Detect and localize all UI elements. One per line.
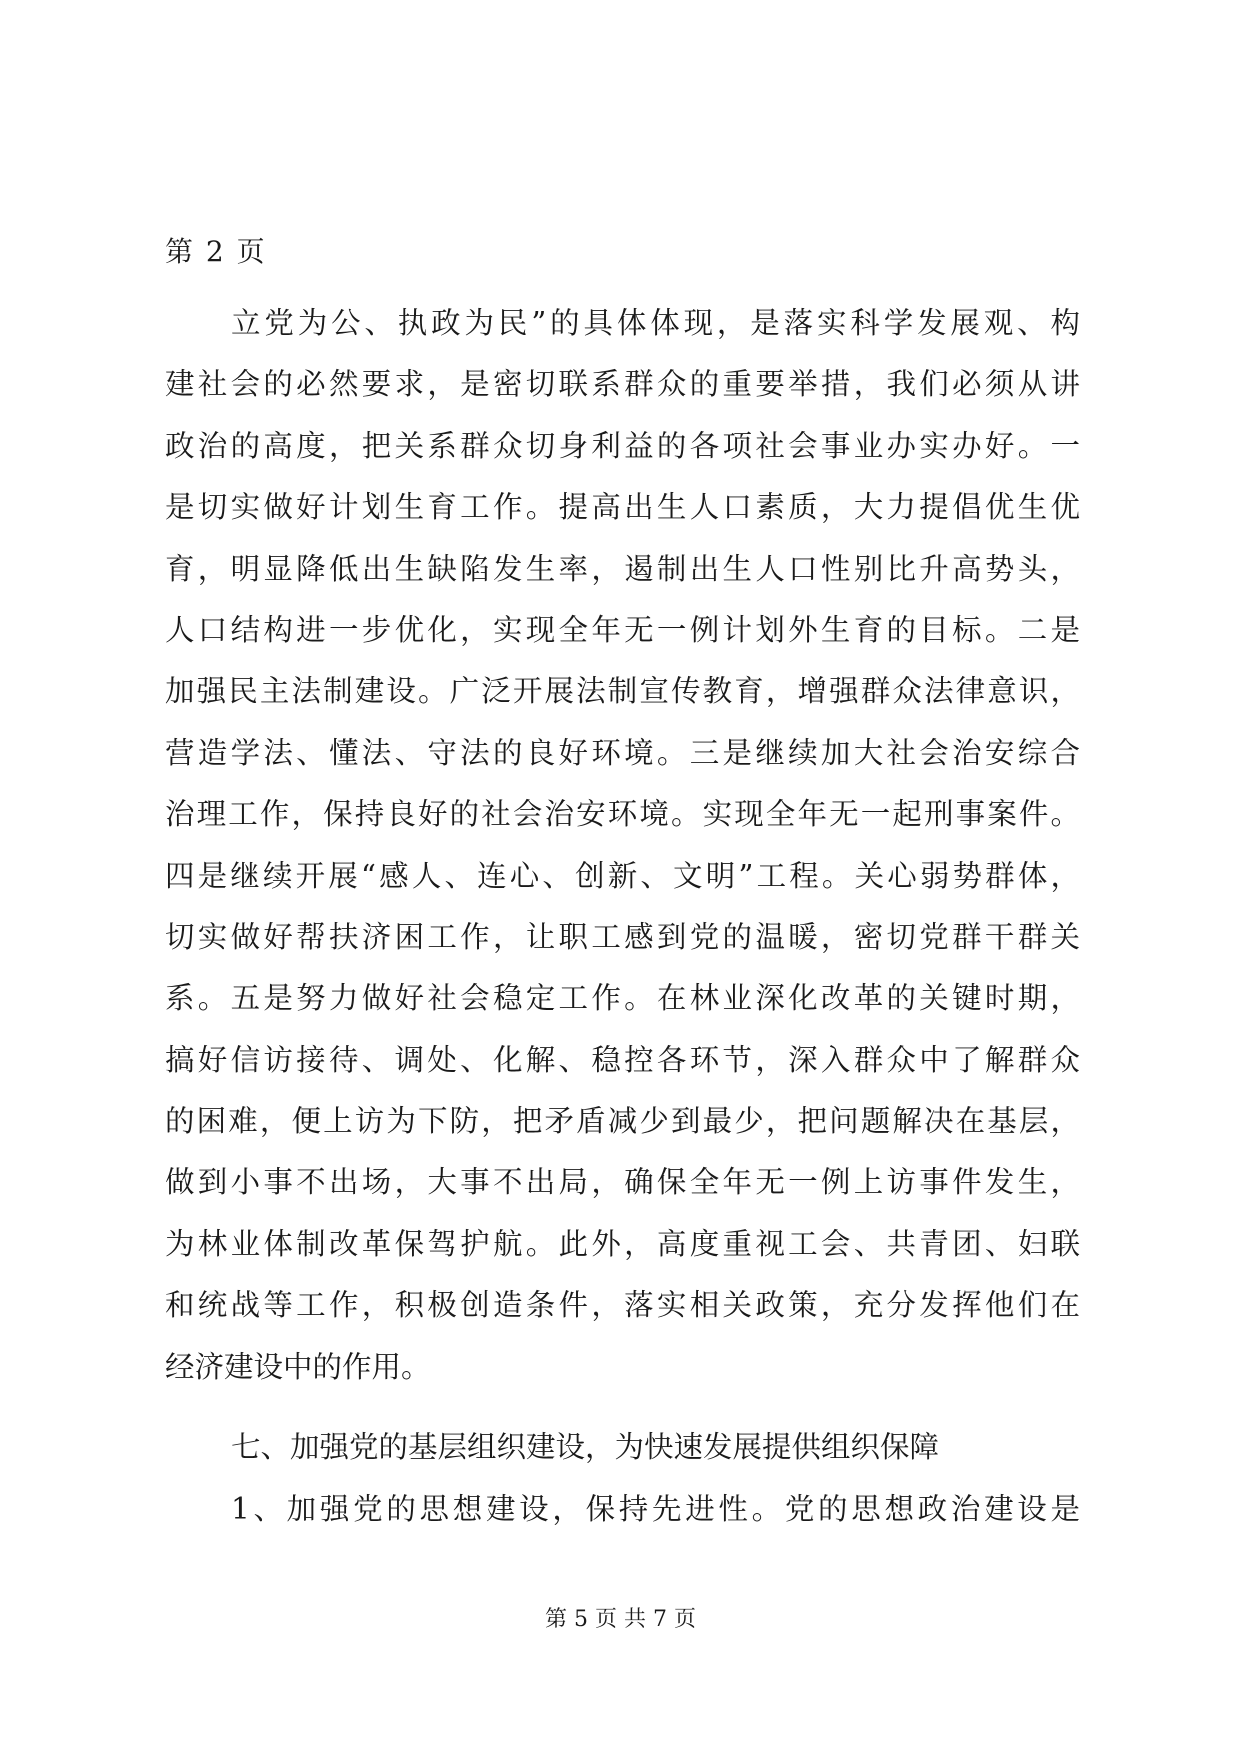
text-line: 是切实做好计划生育工作。提高出生人口素质，大力提倡优生优 xyxy=(165,490,1080,525)
text-line: 系。五是努力做好社会稳定工作。在林业深化改革的关键时期， xyxy=(165,981,1080,1016)
section-heading: 七、加强党的基层组织建设，为快速发展提供组织保障 xyxy=(231,1430,940,1464)
text-line: 育，明显降低出生缺陷发生率，遏制出生人口性别比升高势头， xyxy=(165,551,1080,586)
body-paragraph xyxy=(165,293,1080,1398)
text-line: 建社会的必然要求，是密切联系群众的重要举措，我们必须从讲 xyxy=(165,367,1080,402)
text-line: 营造学法、懂法、守法的良好环境。三是继续加大社会治安综合 xyxy=(165,735,1080,770)
text-line: 加强民主法制建设。广泛开展法制宣传教育，增强群众法律意识， xyxy=(165,674,1080,709)
text-line: 治理工作，保持良好的社会治安环境。实现全年无一起刑事案件。 xyxy=(165,797,1080,832)
page-label: 第 2 页 xyxy=(165,235,267,268)
text-line: 切实做好帮扶济困工作，让职工感到党的温暖，密切党群干群关 xyxy=(165,919,1080,954)
page-footer: 第 5 页 共 7 页 xyxy=(545,1607,696,1632)
text-line: 四是继续开展“感人、连心、创新、文明”工程。关心弱势群体， xyxy=(165,858,1080,893)
text-line: 政治的高度，把关系群众切身利益的各项社会事业办实办好。一 xyxy=(165,428,1080,463)
text-line: 经济建设中的作用。 xyxy=(165,1349,431,1384)
text-line: 和统战等工作，积极创造条件，落实相关政策，充分发挥他们在 xyxy=(165,1288,1080,1323)
text-line: 立党为公、执政为民”的具体体现，是落实科学发展观、构 xyxy=(231,306,1080,340)
text-line: 人口结构进一步优化，实现全年无一例计划外生育的目标。二是 xyxy=(165,612,1080,647)
text-line: 搞好信访接待、调处、化解、稳控各环节，深入群众中了解群众 xyxy=(165,1042,1080,1077)
text-line: 做到小事不出场，大事不出局，确保全年无一例上访事件发生， xyxy=(165,1165,1080,1200)
paragraph-start: 1、加强党的思想建设，保持先进性。党的思想政治建设是 xyxy=(231,1492,1080,1526)
text-line: 的困难，便上访为下防，把矛盾减少到最少，把问题解决在基层， xyxy=(165,1104,1080,1139)
text-line: 为林业体制改革保驾护航。此外，高度重视工会、共青团、妇联 xyxy=(165,1226,1080,1261)
